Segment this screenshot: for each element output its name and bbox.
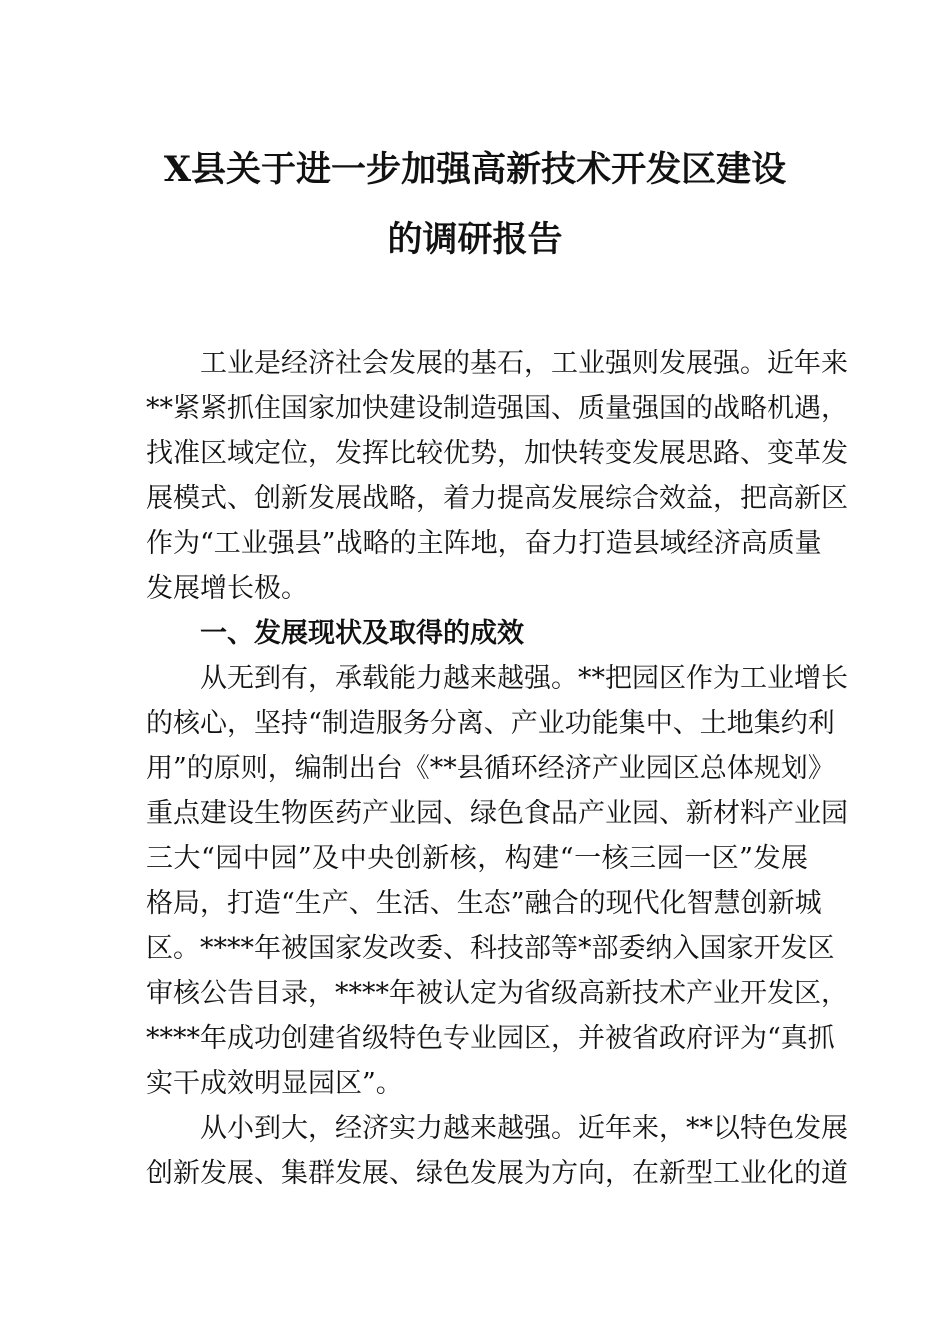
- paragraph: [146, 1106, 848, 1196]
- paragraph-line: 作为“工业强县”战略的主阵地，奋力打造县域经济高质量: [146, 528, 822, 559]
- paragraph: [146, 341, 848, 611]
- paragraph-line: 审核公告目录，****年被认定为省级高新技术产业开发区，: [146, 978, 848, 1009]
- paragraph-line: 区。****年被国家发改委、科技部等*部委纳入国家开发区: [146, 933, 835, 964]
- paragraph-line: 从小到大，经济实力越来越强。近年来，**以特色发展: [200, 1113, 848, 1144]
- paragraph-line: 发展增长极。: [146, 573, 308, 604]
- heading-text: 一、发展现状及取得的成效: [200, 618, 524, 649]
- paragraph-line: 实干成效明显园区”。: [146, 1068, 403, 1099]
- section-heading: [146, 611, 808, 656]
- paragraph-line: 格局，打造“生产、生活、生态”融合的现代化智慧创新城: [146, 888, 822, 919]
- paragraph-line: 工业是经济社会发展的基石，工业强则发展强。近年来: [200, 348, 848, 379]
- paragraph-line: 展模式、创新发展战略，着力提高发展综合效益，把高新区: [146, 483, 848, 514]
- paragraph-line: 三大“园中园”及中央创新核，构建“一核三园一区”发展: [146, 843, 808, 874]
- paragraph-line: 找准区域定位，发挥比较优势，加快转变发展思路、变革发: [146, 438, 848, 469]
- paragraph-line: 重点建设生物医药产业园、绿色食品产业园、新材料产业园: [146, 798, 848, 829]
- document-body: [146, 341, 848, 1196]
- document-title-line-1: X县关于进一步加强高新技术开发区建设: [163, 149, 787, 190]
- document-title-line-2: 的调研报告: [387, 219, 563, 260]
- paragraph-line: 创新发展、集群发展、绿色发展为方向，在新型工业化的道: [146, 1158, 848, 1189]
- paragraph-line: ****年成功创建省级特色专业园区，并被省政府评为“真抓: [146, 1023, 835, 1054]
- paragraph-line: 的核心，坚持“制造服务分离、产业功能集中、土地集约利: [146, 708, 835, 739]
- paragraph-line: 从无到有，承载能力越来越强。**把园区作为工业增长: [200, 663, 848, 694]
- paragraph: [146, 656, 848, 1106]
- paragraph-line: 用”的原则，编制出台《**县循环经济产业园区总体规划》: [146, 753, 835, 784]
- paragraph-line: **紧紧抓住国家加快建设制造强国、质量强国的战略机遇，: [146, 393, 848, 424]
